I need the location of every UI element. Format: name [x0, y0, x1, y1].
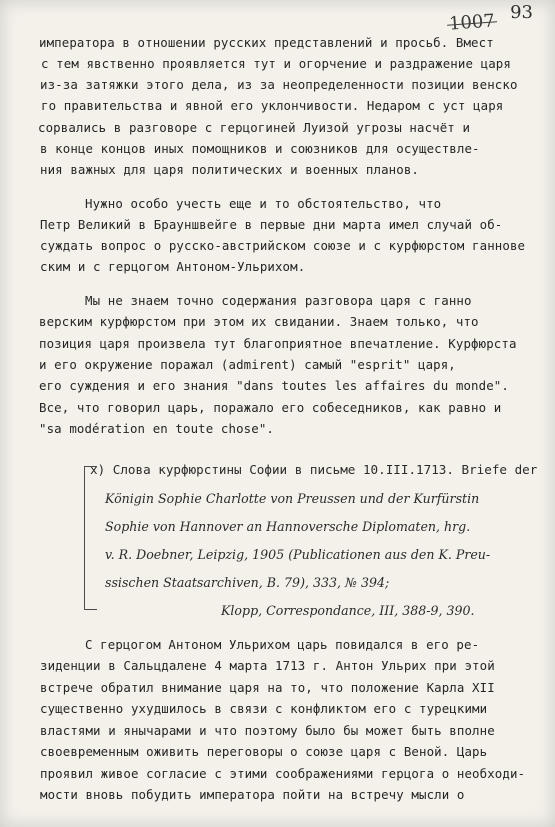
text-line: Мы не знаем точно содержания разговора царя с ганно — [85, 293, 472, 308]
text-line: позиция царя произвела тут благоприятное впечатление. Курфюрста — [39, 336, 517, 351]
text-line: го правительства и явной его уклончивости. Недаром с уст царя — [41, 98, 504, 113]
text-line: С герцогом Антоном Ульрихом царь повидался в его ре- — [85, 637, 480, 652]
footnote-line: ssischen Staatsarchiven, B. 79), 333, № 394; — [105, 575, 390, 590]
text-line: суждать вопрос о русско-австрийском союзе и с курфюрстом ганнове — [40, 238, 526, 253]
text-line: своевременным оживить переговоры о союзе царя с Веной. Царь — [40, 744, 488, 759]
footnote-bracket — [84, 466, 97, 610]
text-line: ским и с герцогом Антоном-Ульрихом. — [40, 259, 306, 274]
text-line: его суждения и его знания "dans toutes les affaires du monde". — [39, 378, 509, 393]
text-line: Нужно особо учесть еще и то обстоятельство, что — [85, 196, 442, 211]
text-line: зиденции в Сальцдалене 4 марта 1713 г. Антон Ульрих при этой — [40, 658, 495, 673]
page-number: 93 — [510, 2, 533, 23]
text-line: сорвались в разговоре с герцогиней Луизой угрозы насчёт и — [38, 120, 471, 135]
text-line: с тем явственно проявляется тут и огорчение и раздражение царя — [41, 56, 511, 71]
footnote-line: Klopp, Correspondance, III, 388-9, 390. — [221, 603, 475, 618]
text-line: ния важных для царя политических и военных планов. — [40, 162, 419, 177]
text-line: верским курфюрстом при этом их свидании. Знаем только, что — [39, 314, 479, 329]
footnote-line: Sophie von Hannover an Hannoversche Diplomaten, hrg. — [105, 519, 471, 534]
archive-number: 1007 — [448, 10, 496, 35]
text-line: встрече обратил внимание царя на то, что положение Карла XII — [40, 680, 495, 695]
text-line: властями и янычарами и что поэтому было бы может быть вполне — [40, 723, 495, 738]
text-line: Все, что говорил царь, поражало его собеседников, как равно и — [39, 400, 502, 415]
footnote-line: v. R. Doebner, Leipzig, 1905 (Publicationen aus den K. Preu- — [105, 547, 491, 562]
text-line: Петр Великий в Брауншвейге в первые дни марта имел случай об- — [40, 217, 503, 232]
text-line: проявил живое согласие с этими соображениями герцога о необходи- — [40, 766, 526, 781]
text-line: существенно ухудшилось в связи с конфликтом его с турецкими — [40, 701, 488, 716]
footnote-line: x) Слова курфюрстины Софии в письме 10.III.1713. Briefe der — [90, 462, 538, 477]
text-line: в конце концов иных помощников и союзников для осуществле- — [40, 141, 480, 156]
text-line: мости вновь побудить императора пойти на встречу мысли о — [40, 787, 465, 802]
text-line: из-за затяжки этого дела, из за неопределенности позиции венско — [40, 77, 518, 92]
footnote-line: Königin Sophie Charlotte von Preussen und der Kurfürstin — [105, 491, 480, 506]
text-line: императора в отношении русских представлений и просьб. Вмест — [39, 35, 494, 50]
text-line: "sa modération en toute chose". — [39, 421, 274, 436]
text-line: и его окружение поражал (admirent) самый "esprit" царя, — [39, 357, 456, 372]
